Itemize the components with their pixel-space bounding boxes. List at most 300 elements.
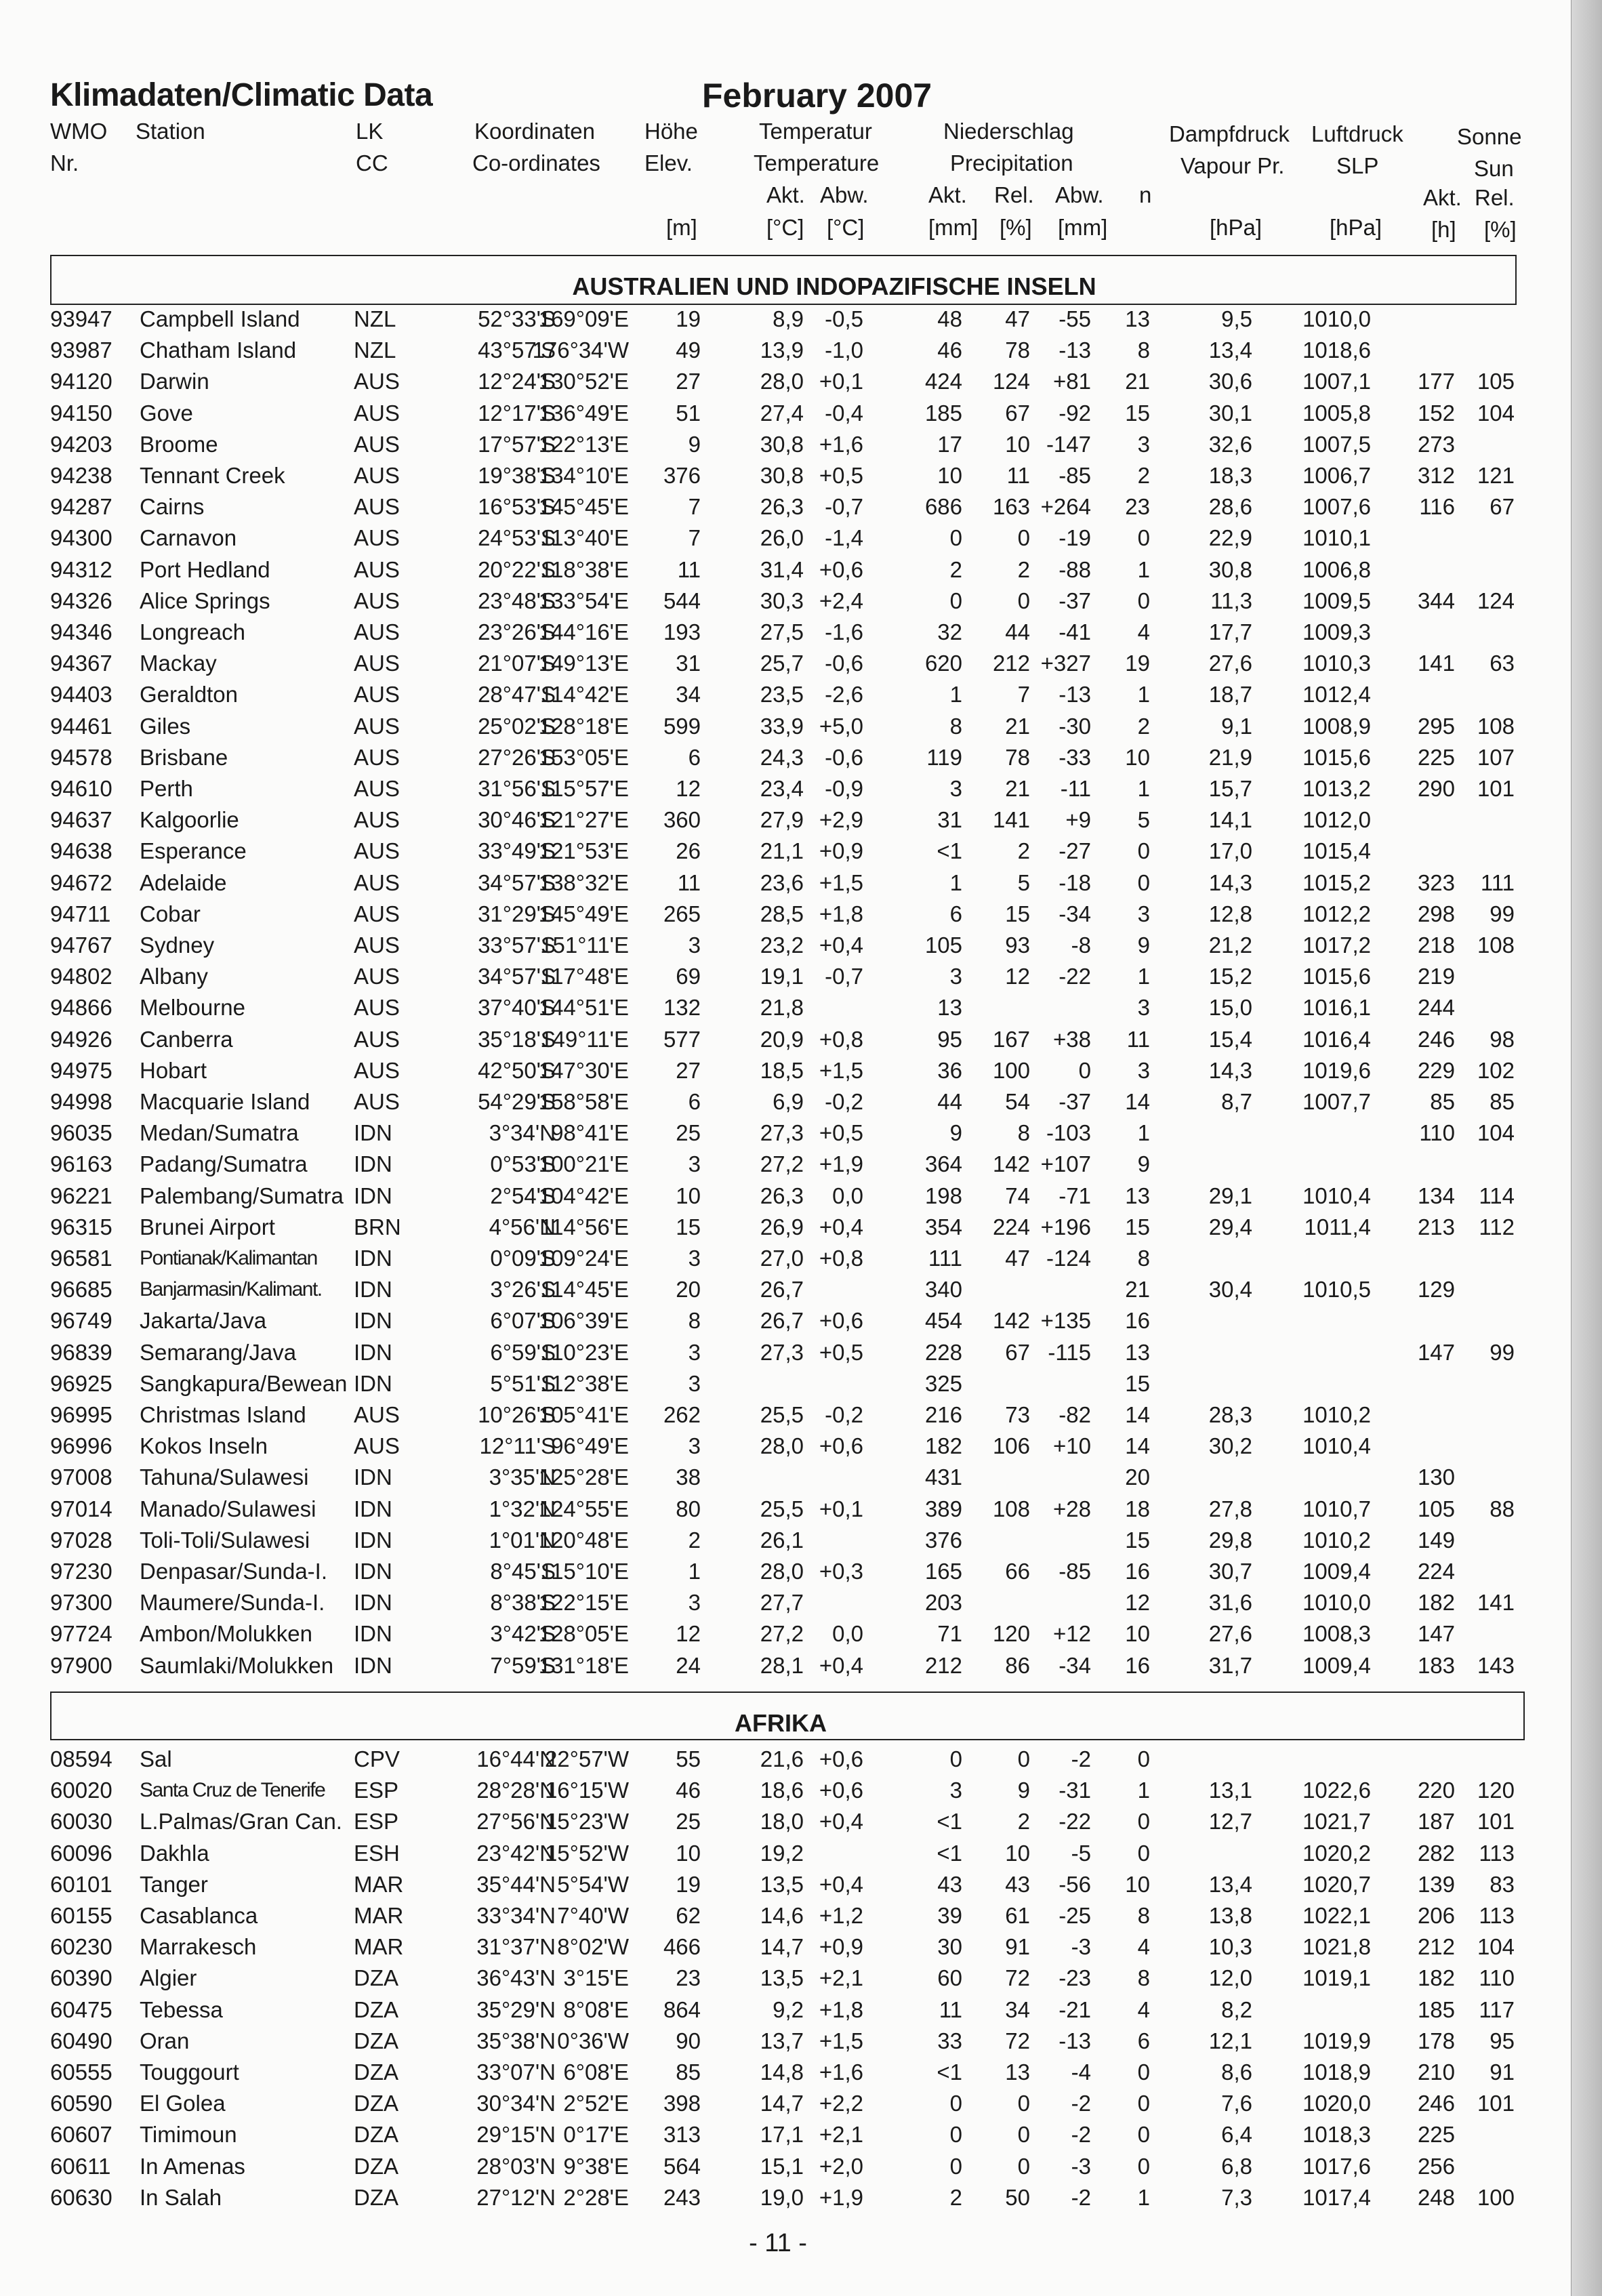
cell-wmo: 97014 — [50, 1496, 112, 1521]
cell-sun-rel: 113 — [1479, 1903, 1515, 1928]
cell-days: 13 — [1125, 306, 1150, 331]
cell-lat: 16°53'S — [478, 494, 556, 519]
cell-wmo: 94120 — [50, 369, 112, 394]
cell-lon: 122°13'E — [538, 432, 629, 457]
cell-temp-akt: 14,8 — [760, 2059, 804, 2085]
cell-station: Albany — [140, 964, 208, 989]
cell-elev: 2 — [688, 1528, 701, 1553]
cell-lon: 130°52'E — [538, 369, 629, 394]
header-koordinaten: Koordinaten — [474, 119, 595, 144]
cell-prec-abw: -30 — [1059, 714, 1091, 739]
cell-sun-akt: 290 — [1417, 776, 1455, 801]
cell-lk: IDN — [354, 1464, 392, 1490]
cell-prec-rel: 142 — [992, 1308, 1030, 1333]
cell-lk: AUS — [354, 369, 400, 394]
cell-wmo: 97724 — [50, 1621, 112, 1646]
cell-sun-akt: 182 — [1417, 1965, 1455, 1990]
cell-lon: 15°52'W — [544, 1841, 629, 1866]
cell-station: Maumere/Sunda-I. — [140, 1590, 325, 1615]
cell-prec-abw: -11 — [1060, 776, 1091, 801]
cell-slp: 1018,6 — [1302, 337, 1371, 363]
cell-slp: 1020,7 — [1302, 1872, 1371, 1897]
cell-prec-akt: 364 — [924, 1151, 962, 1176]
cell-wmo: 97028 — [50, 1528, 112, 1553]
cell-lon: 0°17'E — [563, 2122, 629, 2147]
cell-lk: DZA — [354, 2185, 398, 2210]
cell-vapour: 6,4 — [1221, 2122, 1252, 2147]
cell-temp-abw: +1,8 — [819, 901, 863, 926]
cell-prec-abw: +264 — [1040, 494, 1091, 519]
cell-sun-rel: 113 — [1479, 1841, 1515, 1866]
cell-elev: 3 — [688, 932, 701, 958]
cell-station: Carnavon — [140, 525, 237, 550]
cell-lon: 3°15'E — [563, 1965, 629, 1990]
cell-sun-rel: 99 — [1490, 1340, 1515, 1365]
cell-wmo: 96995 — [50, 1402, 112, 1427]
cell-sun-rel: 112 — [1479, 1214, 1515, 1239]
cell-lon: 98°41'E — [551, 1120, 629, 1145]
cell-lon: 144°51'E — [538, 995, 629, 1020]
cell-slp: 1007,5 — [1302, 432, 1371, 457]
cell-prec-akt: 424 — [924, 369, 962, 394]
cell-slp: 1005,8 — [1302, 401, 1371, 426]
cell-station: Palembang/Sumatra — [140, 1183, 344, 1208]
cell-prec-akt: 0 — [949, 2154, 962, 2179]
cell-temp-abw: +2,1 — [819, 1965, 863, 1990]
cell-lon: 2°28'E — [563, 2185, 629, 2210]
cell-temp-akt: 27,3 — [760, 1340, 804, 1365]
cell-lat: 0°09'S — [490, 1246, 556, 1271]
cell-prec-rel: 74 — [1005, 1183, 1030, 1208]
cell-lat: 4°56'N — [489, 1214, 556, 1239]
cell-sun-akt: 206 — [1417, 1903, 1455, 1928]
cell-sun-akt: 224 — [1417, 1559, 1455, 1584]
cell-lon: 176°34'W — [532, 337, 629, 363]
cell-prec-akt: 60 — [937, 1965, 962, 1990]
cell-prec-akt: 6 — [949, 901, 962, 926]
cell-days: 4 — [1137, 1934, 1150, 1959]
cell-prec-abw: -13 — [1059, 682, 1091, 707]
cell-lat: 25°02'S — [478, 714, 556, 739]
cell-temp-akt: 28,0 — [760, 1559, 804, 1584]
cell-elev: 19 — [676, 306, 701, 331]
cell-temp-abw: +0,4 — [819, 1872, 863, 1897]
header-prec-akt: Akt. — [928, 182, 967, 207]
header-hoehe: Höhe — [644, 119, 698, 144]
cell-vapour: 30,4 — [1208, 1277, 1252, 1302]
cell-slp: 1017,2 — [1302, 932, 1371, 958]
cell-lon: 149°13'E — [538, 651, 629, 676]
cell-slp: 1009,4 — [1302, 1653, 1371, 1678]
cell-sun-rel: 141 — [1477, 1590, 1515, 1615]
cell-prec-rel: 43 — [1005, 1872, 1030, 1897]
cell-lat: 33°34'N — [476, 1903, 556, 1928]
cell-temp-abw: +0,8 — [819, 1246, 863, 1271]
cell-lon: 169°09'E — [538, 306, 629, 331]
cell-lat: 35°29'N — [476, 1997, 556, 2022]
cell-lk: NZL — [354, 337, 396, 363]
cell-wmo: 94287 — [50, 494, 112, 519]
cell-vapour: 22,9 — [1208, 525, 1252, 550]
cell-temp-abw: +0,4 — [819, 1214, 863, 1239]
header-luftdruck: Luftdruck — [1311, 121, 1403, 146]
cell-days: 1 — [1137, 557, 1150, 582]
cell-elev: 27 — [676, 369, 701, 394]
cell-wmo: 94637 — [50, 807, 112, 832]
cell-temp-akt: 21,6 — [760, 1746, 804, 1771]
cell-prec-abw: -85 — [1059, 463, 1091, 488]
cell-sun-rel: 98 — [1490, 1027, 1515, 1052]
cell-slp: 1008,9 — [1302, 714, 1371, 739]
cell-vapour: 15,2 — [1208, 964, 1252, 989]
cell-prec-akt: 3 — [949, 964, 962, 989]
cell-elev: 20 — [676, 1277, 701, 1302]
cell-lon: 115°10'E — [540, 1559, 629, 1584]
cell-lk: IDN — [354, 1559, 392, 1584]
cell-days: 0 — [1137, 2091, 1150, 2116]
cell-station: Touggourt — [140, 2059, 239, 2085]
cell-prec-rel: 34 — [1005, 1997, 1030, 2022]
cell-wmo: 94975 — [50, 1058, 112, 1083]
cell-prec-rel: 0 — [1017, 2122, 1030, 2147]
cell-prec-rel: 72 — [1005, 1965, 1030, 1990]
cell-sun-akt: 212 — [1417, 1934, 1455, 1959]
cell-prec-rel: 54 — [1005, 1089, 1030, 1114]
header-prec-n: n — [1139, 182, 1152, 207]
cell-temp-abw: 0,0 — [832, 1183, 863, 1208]
cell-elev: 132 — [663, 995, 701, 1020]
header-prec-unit-rel: [%] — [1000, 215, 1032, 240]
cell-prec-akt: 111 — [928, 1246, 962, 1271]
cell-wmo: 97900 — [50, 1653, 112, 1678]
cell-lk: AUS — [354, 619, 400, 644]
cell-days: 9 — [1137, 932, 1150, 958]
cell-days: 1 — [1137, 1120, 1150, 1145]
cell-temp-akt: 8,9 — [773, 306, 804, 331]
header-vapour: Vapour Pr. — [1180, 153, 1285, 178]
cell-prec-rel: 167 — [992, 1027, 1030, 1052]
cell-wmo: 60096 — [50, 1841, 112, 1866]
cell-prec-akt: 228 — [924, 1340, 962, 1365]
cell-lat: 6°59'S — [490, 1340, 556, 1365]
cell-wmo: 94767 — [50, 932, 112, 958]
cell-lat: 30°46'S — [478, 807, 556, 832]
cell-prec-rel: 11 — [1006, 463, 1030, 488]
cell-temp-akt: 26,1 — [760, 1528, 804, 1553]
cell-lon: 144°16'E — [538, 619, 629, 644]
cell-prec-rel: 212 — [992, 651, 1030, 676]
cell-prec-abw: +196 — [1040, 1214, 1091, 1239]
cell-lk: IDN — [354, 1308, 392, 1333]
cell-prec-akt: 3 — [949, 776, 962, 801]
cell-days: 3 — [1137, 1058, 1150, 1083]
cell-lat: 1°01'N — [489, 1528, 556, 1553]
cell-wmo: 96221 — [50, 1183, 112, 1208]
header-sun-rel: Rel. — [1475, 185, 1515, 210]
cell-lon: 138°32'E — [538, 870, 629, 895]
cell-wmo: 94802 — [50, 964, 112, 989]
cell-station: Longreach — [140, 619, 245, 644]
cell-lon: 133°54'E — [538, 588, 629, 613]
cell-days: 5 — [1137, 807, 1150, 832]
cell-elev: 27 — [676, 1058, 701, 1083]
cell-station: Sangkapura/Bewean — [140, 1371, 348, 1396]
cell-lat: 33°57'S — [478, 932, 556, 958]
cell-days: 0 — [1137, 1841, 1150, 1866]
cell-lat: 17°57'S — [478, 432, 556, 457]
cell-lon: 109°24'E — [538, 1246, 629, 1271]
cell-elev: 10 — [676, 1841, 701, 1866]
cell-station: Melbourne — [140, 995, 245, 1020]
cell-temp-akt: 23,2 — [760, 932, 804, 958]
cell-days: 1 — [1137, 776, 1150, 801]
cell-temp-abw: +0,5 — [819, 1120, 863, 1145]
cell-wmo: 93987 — [50, 337, 112, 363]
cell-lon: 128°05'E — [538, 1621, 629, 1646]
cell-elev: 34 — [676, 682, 701, 707]
cell-sun-akt: 344 — [1417, 588, 1455, 613]
cell-sun-akt: 185 — [1417, 1997, 1455, 2022]
cell-lat: 21°07'S — [478, 651, 556, 676]
cell-station: Alice Springs — [140, 588, 270, 613]
cell-station: El Golea — [140, 2091, 226, 2116]
cell-prec-akt: 182 — [924, 1433, 962, 1458]
cell-wmo: 97008 — [50, 1464, 112, 1490]
cell-lon: 106°39'E — [538, 1308, 629, 1333]
cell-sun-rel: 104 — [1477, 1120, 1515, 1145]
cell-vapour: 9,5 — [1221, 306, 1252, 331]
cell-elev: 80 — [676, 1496, 701, 1521]
cell-temp-akt: 24,3 — [760, 745, 804, 770]
cell-sun-akt: 213 — [1417, 1214, 1455, 1239]
cell-lat: 23°48'S — [478, 588, 556, 613]
cell-prec-rel: 10 — [1005, 432, 1030, 457]
cell-lk: AUS — [354, 651, 400, 676]
cell-lk: AUS — [354, 494, 400, 519]
cell-lon: 131°18'E — [538, 1653, 629, 1678]
cell-temp-abw: +5,0 — [819, 714, 863, 739]
cell-temp-abw: +0,6 — [819, 1778, 863, 1803]
cell-elev: 577 — [663, 1027, 701, 1052]
cell-lat: 33°49'S — [478, 838, 556, 863]
cell-lk: ESP — [354, 1778, 399, 1803]
cell-temp-abw: -0,6 — [825, 651, 863, 676]
cell-elev: 313 — [663, 2122, 701, 2147]
cell-temp-abw: 0,0 — [832, 1621, 863, 1646]
cell-prec-abw: -19 — [1059, 525, 1091, 550]
cell-lon: 100°21'E — [538, 1151, 629, 1176]
cell-station: In Amenas — [140, 2154, 245, 2179]
cell-lat: 23°42'N — [476, 1841, 556, 1866]
cell-lon: 2°52'E — [563, 2091, 629, 2116]
cell-prec-akt: 17 — [937, 432, 962, 457]
cell-lat: 20°22'S — [478, 557, 556, 582]
cell-temp-abw: +0,6 — [819, 1746, 863, 1771]
cell-elev: 544 — [663, 588, 701, 613]
cell-prec-abw: -2 — [1071, 2122, 1091, 2147]
header-prec-rel: Rel. — [994, 182, 1034, 207]
cell-wmo: 60101 — [50, 1872, 112, 1897]
cell-days: 21 — [1125, 1277, 1150, 1302]
cell-lon: 114°45'E — [540, 1277, 629, 1302]
cell-prec-rel: 2 — [1017, 1809, 1030, 1834]
cell-lat: 1°32'N — [489, 1496, 556, 1521]
cell-temp-akt: 14,6 — [760, 1903, 804, 1928]
cell-sun-rel: 63 — [1490, 651, 1515, 676]
cell-sun-akt: 246 — [1417, 1027, 1455, 1052]
cell-station: Timimoun — [140, 2122, 237, 2147]
cell-station: Manado/Sulawesi — [140, 1496, 316, 1521]
cell-temp-abw: -1,6 — [825, 619, 863, 644]
cell-days: 15 — [1125, 1528, 1150, 1553]
cell-lon: 147°30'E — [538, 1058, 629, 1083]
cell-prec-rel: 2 — [1017, 838, 1030, 863]
cell-wmo: 94346 — [50, 619, 112, 644]
cell-lon: 110°23'E — [540, 1340, 629, 1365]
cell-lk: DZA — [354, 2028, 398, 2053]
cell-lk: CPV — [354, 1746, 400, 1771]
cell-temp-akt: 27,9 — [760, 807, 804, 832]
cell-lat: 35°18'S — [478, 1027, 556, 1052]
cell-prec-rel: 100 — [992, 1058, 1030, 1083]
cell-slp: 1022,6 — [1302, 1778, 1371, 1803]
cell-sun-rel: 117 — [1479, 1997, 1515, 2022]
cell-temp-abw: +0,5 — [819, 1340, 863, 1365]
cell-wmo: 60611 — [50, 2154, 111, 2179]
cell-station: Santa Cruz de Tenerife — [140, 1779, 325, 1801]
cell-days: 13 — [1125, 1183, 1150, 1208]
cell-prec-akt: 46 — [937, 337, 962, 363]
cell-temp-akt: 27,2 — [760, 1621, 804, 1646]
cell-prec-akt: 1 — [949, 682, 962, 707]
cell-lk: AUS — [354, 870, 400, 895]
cell-vapour: 14,1 — [1208, 807, 1252, 832]
cell-prec-rel: 9 — [1017, 1778, 1030, 1803]
cell-vapour: 8,7 — [1221, 1089, 1252, 1114]
cell-prec-abw: -13 — [1059, 2028, 1091, 2053]
cell-prec-abw: -88 — [1059, 557, 1091, 582]
cell-prec-akt: 165 — [924, 1559, 962, 1584]
cell-wmo: 60475 — [50, 1997, 112, 2022]
cell-prec-rel: 2 — [1017, 557, 1030, 582]
cell-sun-akt: 248 — [1417, 2185, 1455, 2210]
cell-wmo: 60555 — [50, 2059, 112, 2085]
cell-lk: IDN — [354, 1246, 392, 1271]
cell-prec-abw: -34 — [1059, 1653, 1091, 1678]
cell-vapour: 15,7 — [1208, 776, 1252, 801]
cell-station: L.Palmas/Gran Can. — [140, 1809, 342, 1834]
cell-temp-akt: 13,5 — [760, 1965, 804, 1990]
cell-temp-akt: 30,8 — [760, 432, 804, 457]
header-station: Station — [136, 119, 205, 144]
cell-elev: 262 — [663, 1402, 701, 1427]
cell-temp-akt: 13,9 — [760, 337, 804, 363]
cell-station: Esperance — [140, 838, 247, 863]
cell-sun-rel: 108 — [1477, 714, 1515, 739]
cell-wmo: 97300 — [50, 1590, 112, 1615]
cell-sun-akt: 244 — [1417, 995, 1455, 1020]
cell-sun-akt: 139 — [1417, 1872, 1455, 1897]
cell-slp: 1010,7 — [1302, 1496, 1371, 1521]
cell-prec-akt: 454 — [924, 1308, 962, 1333]
cell-elev: 38 — [676, 1464, 701, 1490]
cell-lk: IDN — [354, 1151, 392, 1176]
cell-prec-abw: -2 — [1071, 1746, 1091, 1771]
cell-vapour: 28,6 — [1208, 494, 1252, 519]
cell-lon: 8°08'E — [563, 1997, 629, 2022]
cell-elev: 7 — [688, 494, 701, 519]
cell-wmo: 96925 — [50, 1371, 112, 1396]
cell-wmo: 94866 — [50, 995, 112, 1020]
cell-lk: IDN — [354, 1590, 392, 1615]
cell-days: 1 — [1137, 682, 1150, 707]
cell-lk: IDN — [354, 1528, 392, 1553]
cell-sun-akt: 256 — [1417, 2154, 1455, 2179]
cell-sun-akt: 229 — [1417, 1058, 1455, 1083]
cell-days: 15 — [1125, 1371, 1150, 1396]
cell-prec-abw: -3 — [1071, 1934, 1091, 1959]
cell-prec-akt: 0 — [949, 2091, 962, 2116]
cell-station: Sydney — [140, 932, 215, 958]
cell-sun-rel: 143 — [1477, 1653, 1515, 1678]
cell-prec-rel: 47 — [1005, 306, 1030, 331]
cell-temp-akt: 13,5 — [760, 1872, 804, 1897]
header-temp-abw: Abw. — [820, 182, 869, 207]
cell-prec-akt: 119 — [926, 745, 962, 770]
cell-vapour: 21,9 — [1208, 745, 1252, 770]
cell-prec-akt: 11 — [939, 1997, 962, 2022]
cell-sun-akt: 129 — [1417, 1277, 1455, 1302]
cell-sun-rel: 67 — [1490, 494, 1515, 519]
cell-station: Oran — [140, 2028, 190, 2053]
cell-sun-akt: 323 — [1417, 870, 1455, 895]
cell-vapour: 18,3 — [1208, 463, 1252, 488]
cell-temp-akt: 26,7 — [760, 1308, 804, 1333]
cell-temp-akt: 25,7 — [760, 651, 804, 676]
cell-sun-rel: 95 — [1490, 2028, 1515, 2053]
cell-slp: 1020,2 — [1302, 1841, 1371, 1866]
cell-temp-abw: +2,9 — [819, 807, 863, 832]
cell-prec-akt: <1 — [937, 1841, 962, 1866]
cell-station: Perth — [140, 776, 193, 801]
cell-slp: 1008,3 — [1302, 1621, 1371, 1646]
cell-sun-rel: 100 — [1477, 2185, 1515, 2210]
cell-prec-akt: <1 — [937, 1809, 962, 1834]
cell-elev: 12 — [676, 1621, 701, 1646]
cell-prec-rel: 91 — [1005, 1934, 1030, 1959]
cell-slp: 1015,4 — [1302, 838, 1371, 863]
cell-days: 4 — [1137, 1997, 1150, 2022]
cell-lk: DZA — [354, 2059, 398, 2085]
cell-prec-rel: 106 — [992, 1433, 1030, 1458]
cell-prec-akt: 389 — [924, 1496, 962, 1521]
cell-lat: 52°33'S — [478, 306, 556, 331]
cell-lk: AUS — [354, 838, 400, 863]
cell-lon: 128°18'E — [538, 714, 629, 739]
cell-station: Pontianak/Kalimantan — [140, 1247, 317, 1269]
cell-elev: 62 — [676, 1903, 701, 1928]
cell-lat: 34°57'S — [478, 870, 556, 895]
header-temp-unit-akt: [°C] — [766, 215, 804, 240]
cell-temp-abw: +0,9 — [819, 1934, 863, 1959]
cell-temp-abw: +0,4 — [819, 932, 863, 958]
cell-temp-abw: +1,9 — [819, 2185, 863, 2210]
header-niederschlag: Niederschlag — [943, 119, 1074, 144]
header-sun: Sun — [1474, 156, 1514, 181]
cell-vapour: 30,8 — [1208, 557, 1252, 582]
cell-station: Tahuna/Sulawesi — [140, 1464, 309, 1490]
cell-station: Tennant Creek — [140, 463, 285, 488]
